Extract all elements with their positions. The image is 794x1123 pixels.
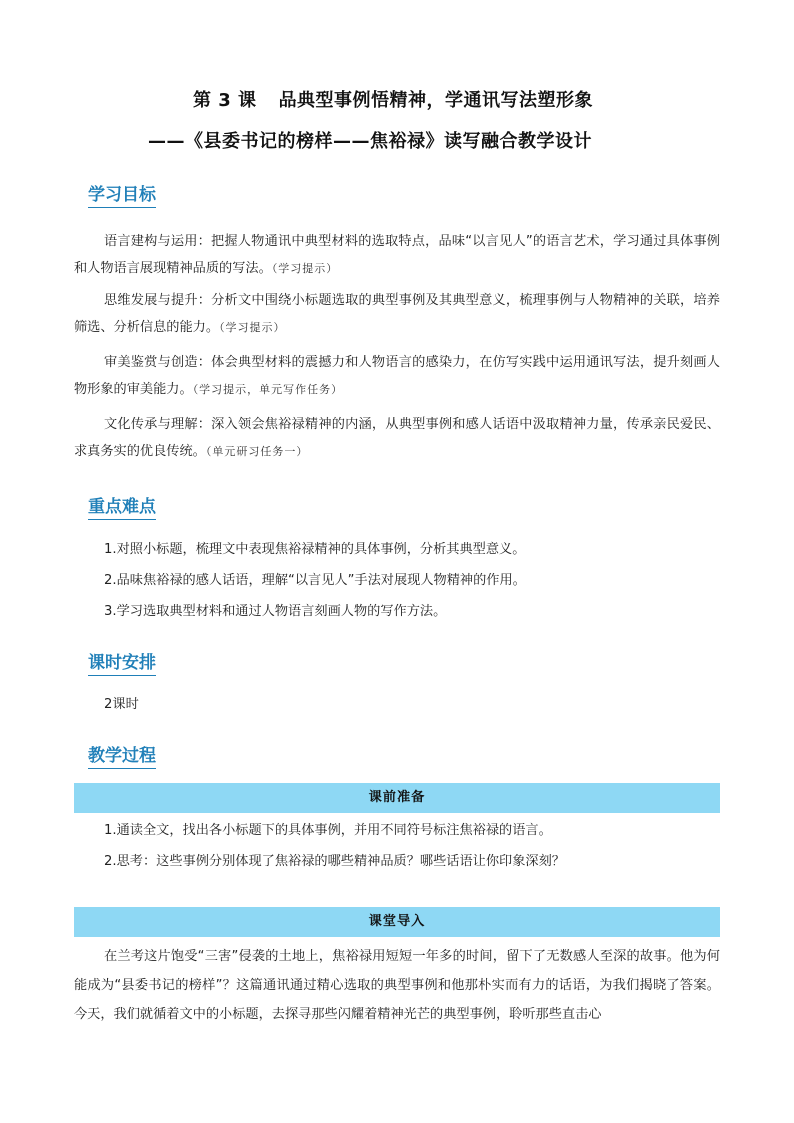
lesson-number: 第 3 课 xyxy=(193,90,257,111)
lesson-subtitle: ——《县委书记的榜样——焦裕禄》读写融合教学设计 xyxy=(148,131,592,152)
objective-text: 文化传承与理解：深入领会焦裕禄精神的内涵，从典型事例和感人话语中汲取精神力量，传承亲民爱民、求真务实的优良传统。 xyxy=(74,417,720,459)
objective-paragraph xyxy=(74,411,720,465)
intro-paragraph: 在兰考这片饱受“三害”侵袭的土地上，焦裕禄用短短一年多的时间，留下了无数感人至深的故事。他为何能成为“县委书记的榜样”？这篇通讯通过精心选取的典型事例和他那朴实而有力的话语，为我们揭晓了答案。今天，我们就循着文中的小标题，去探寻那些闪耀着精神光芒的典型事例，聆听那些直击心 xyxy=(74,949,720,1022)
lesson-title xyxy=(193,86,593,112)
key-point-item: 3.学习选取典型材料和通过人物语言刻画人物的写作方法。 xyxy=(104,604,447,619)
lesson-main-title: 品典型事例悟精神，学通讯写法塑形象 xyxy=(278,90,594,111)
intro-section-bar: 课堂导入 xyxy=(74,907,720,937)
key-points-heading: 重点难点 xyxy=(88,496,156,520)
objective-text: 审美鉴赏与创造：体会典型材料的震撼力和人物语言的感染力，在仿写实践中运用通讯写法，提升刻画人物形象的审美能力。 xyxy=(74,355,720,397)
process-heading: 教学过程 xyxy=(88,745,156,769)
objective-note: （学习提示） xyxy=(219,321,286,334)
objective-note: （学习提示） xyxy=(271,262,339,275)
objective-paragraph xyxy=(74,287,720,341)
objective-note: （单元研习任务一） xyxy=(205,445,309,458)
prep-item: 2.思考：这些事例分别体现了焦裕禄的哪些精神品质？哪些话语让你印象深刻？ xyxy=(104,854,565,869)
prep-section-bar: 课前准备 xyxy=(74,783,720,813)
objective-paragraph xyxy=(74,349,720,403)
objective-paragraph xyxy=(74,228,720,282)
schedule-heading: 课时安排 xyxy=(88,652,156,676)
objective-note: （学习提示，单元写作任务） xyxy=(192,383,344,396)
prep-item: 1.通读全文，找出各小标题下的具体事例，并用不同符号标注焦裕禄的语言。 xyxy=(104,823,552,838)
objective-text: 思维发展与提升：分析文中围绕小标题选取的典型事例及其典型意义，梳理事例与人物精神的关联，培养筛选、分析信息的能力。 xyxy=(74,293,720,335)
objectives-heading: 学习目标 xyxy=(88,184,156,208)
objective-text: 语言建构与运用：把握人物通讯中典型材料的选取特点，品味“以言见人”的语言艺术，学习通过具体事例和人物语言展现精神品质的写法。 xyxy=(74,234,720,276)
schedule-value: 2课时 xyxy=(104,697,139,712)
key-point-item: 1.对照小标题，梳理文中表现焦裕禄精神的具体事例，分析其典型意义。 xyxy=(104,542,526,557)
key-point-item: 2.品味焦裕禄的感人话语，理解“以言见人”手法对展现人物精神的作用。 xyxy=(104,573,526,588)
